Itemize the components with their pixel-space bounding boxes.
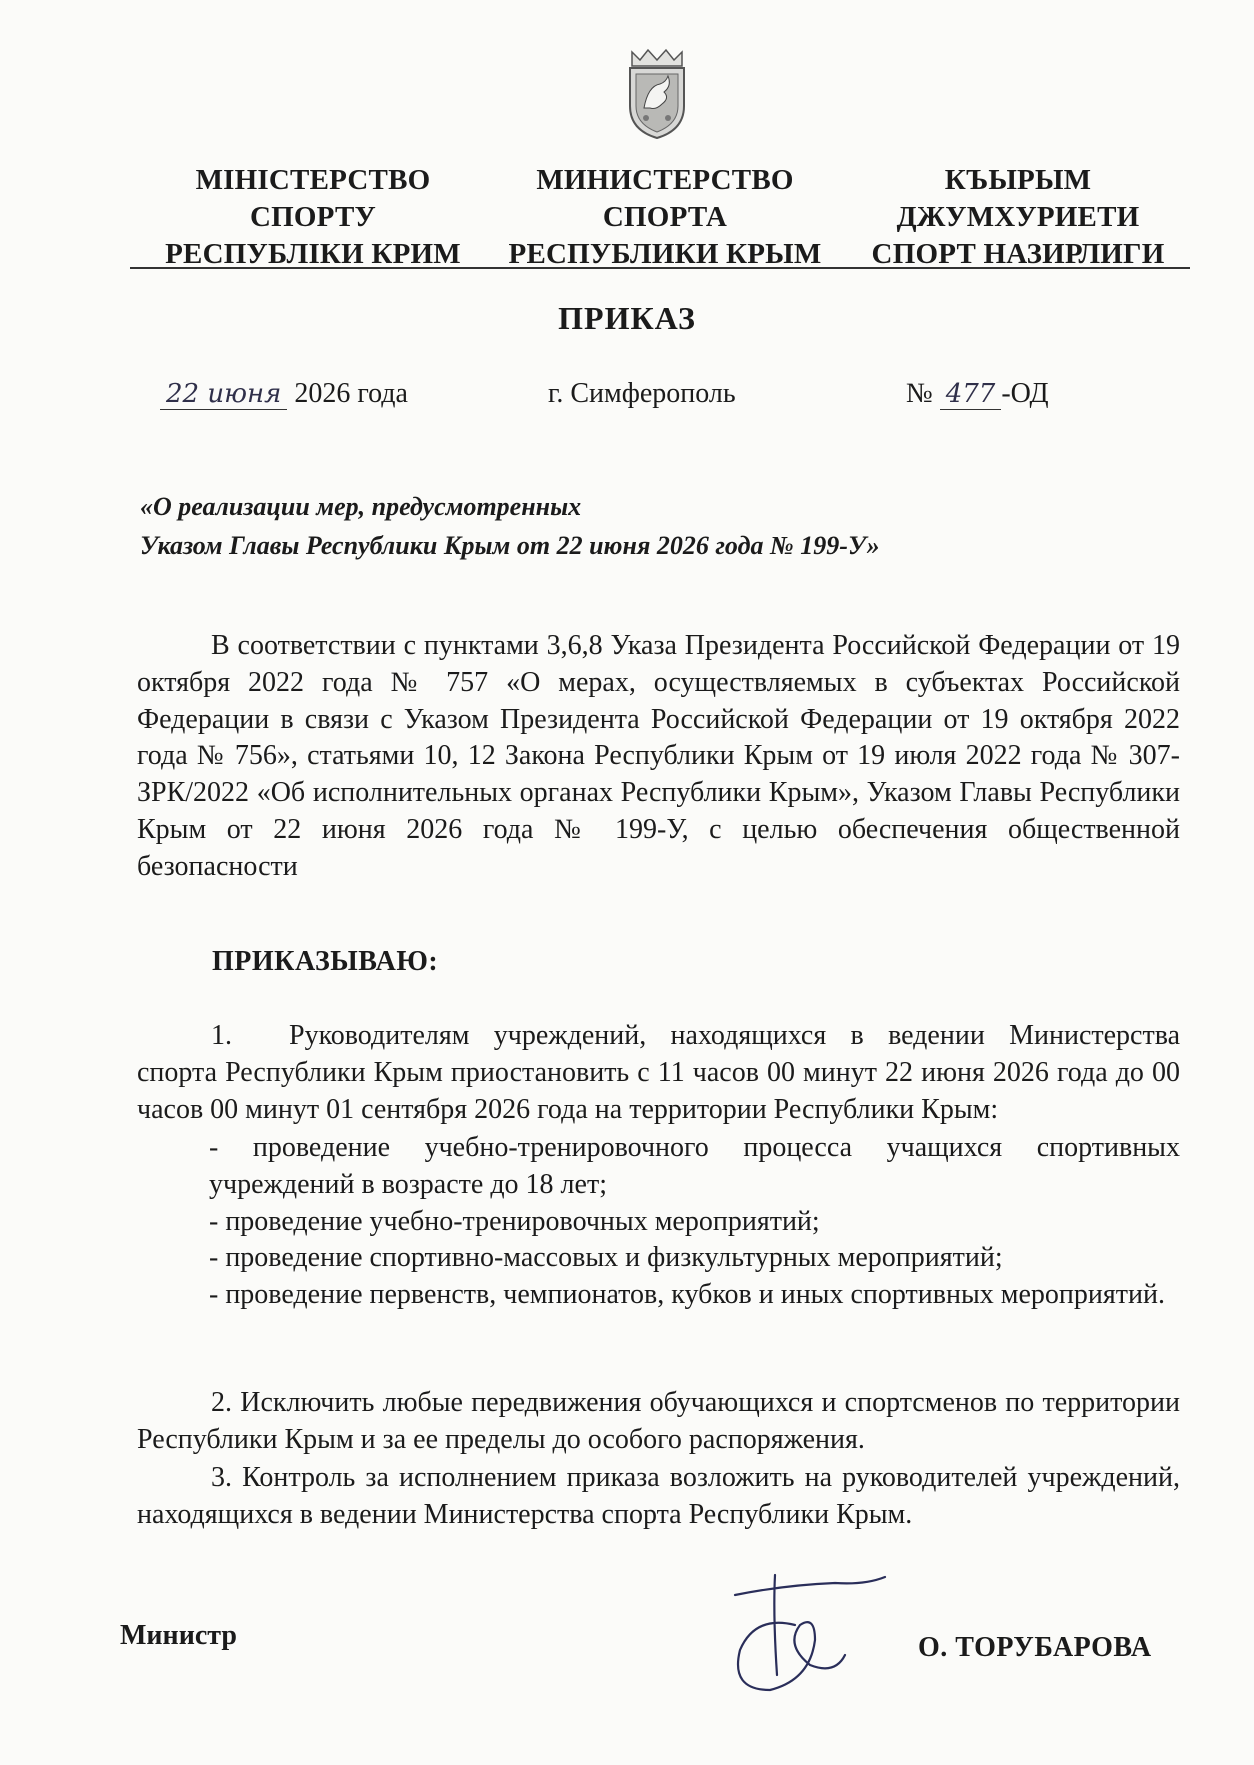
header-divider bbox=[130, 267, 1190, 269]
header-ru-line-3: РЕСПУБЛИКИ КРЫМ bbox=[508, 238, 822, 270]
document-title: ПРИКАЗ bbox=[558, 300, 696, 336]
list-item: - проведение первенств, чемпионатов, кубков и иных спортивных мероприятий. bbox=[209, 1279, 1165, 1311]
header-ua-line-3: РЕСПУБЛІКИ КРИМ bbox=[165, 238, 461, 270]
number-suffix: -ОД bbox=[1001, 378, 1049, 409]
list-item: - проведение спортивно-массовых и физкультурных мероприятий; bbox=[209, 1242, 1003, 1274]
order-year: 2026 года bbox=[294, 378, 408, 409]
handwritten-date: 22 июня bbox=[160, 379, 287, 410]
list-item: - проведение учебно-тренировочного процесса учащихся спортивных учреждений в возрасте до 18 лет; bbox=[209, 1132, 1180, 1200]
item-1-text: Руководителям учреждений, находящихся в ведении Министерства спорта Республики Крым приостановить с 11 часов 00 минут 22 июня 2026 года до 00 часов 00 минут 01 сентября 2026 года на территории Республики Крым: bbox=[137, 1020, 1180, 1125]
handwritten-number: 477 bbox=[940, 379, 1002, 410]
order-date bbox=[160, 378, 408, 410]
header-ua-line-1: МІНІСТЕРСТВО bbox=[195, 164, 431, 196]
list-item: - проведение учебно-тренировочных мероприятий; bbox=[209, 1205, 820, 1237]
preamble-paragraph bbox=[137, 628, 1180, 886]
order-directive-heading: ПРИКАЗЫВАЮ: bbox=[212, 946, 439, 977]
order-item-3 bbox=[137, 1460, 1180, 1534]
header-ru-line-2: СПОРТА bbox=[602, 201, 728, 233]
signatory-name: О. ТОРУБАРОВА bbox=[918, 1632, 1152, 1663]
subject-line-2: Указом Главы Республики Крым от 22 июня 2026 года № 199-У» bbox=[140, 531, 880, 560]
header-tt-line-2: ДЖУМХУРИЕТИ bbox=[896, 201, 1140, 233]
preamble-text: В соответствии с пунктами 3,6,8 Указа Президента Российской Федерации от 19 октября 2022 года № 757 «О мерах, осуществляемых в субъектах Российской Федерации в связи с Указом Президента Российской Федерации от 19 октября 2022 года № 756», статьями 10, 12 Закона Республики Крым от 19 июля 2022 года № 307-ЗРК/2022 «Об исполнительных органах Республики Крым», Указом Главы Республики Крым от 22 июня 2026 года № 199-У, с целью обеспечения общественной безопасности bbox=[137, 630, 1180, 882]
suspension-list bbox=[137, 1130, 1180, 1314]
item-3-text: 3. Контроль за исполнением приказа возложить на руководителей учреждений, находящихся в ведении Министерства спорта Республики Крым. bbox=[137, 1462, 1180, 1530]
header-ru-line-1: МИНИСТЕРСТВО bbox=[536, 164, 794, 196]
order-item-1 bbox=[137, 1018, 1180, 1128]
signatory-role: Министр bbox=[120, 1620, 237, 1651]
header-ministry-crimean-tatar bbox=[848, 162, 1188, 273]
header-ua-line-2: СПОРТУ bbox=[250, 201, 376, 233]
header-ministry-russian bbox=[490, 162, 840, 273]
item-1-number: 1. bbox=[211, 1020, 232, 1051]
order-item-2 bbox=[137, 1385, 1180, 1459]
item-2-text: 2. Исключить любые передвижения обучающихся и спортсменов по территории Республики Крым и за ее пределы до особого распоряжения. bbox=[137, 1387, 1180, 1455]
coat-of-arms-emblem bbox=[622, 46, 692, 142]
order-city: г. Симферополь bbox=[548, 378, 736, 409]
order-subject bbox=[140, 487, 1120, 565]
handwritten-signature bbox=[715, 1555, 895, 1705]
header-ministry-ukrainian bbox=[148, 162, 478, 273]
order-number bbox=[906, 378, 1049, 410]
header-tt-line-1: КЪЫРЫМ bbox=[944, 164, 1092, 196]
number-sign: № bbox=[906, 378, 933, 409]
header-tt-line-3: СПОРТ НАЗИРЛИГИ bbox=[871, 238, 1165, 270]
subject-line-1: «О реализации мер, предусмотренных bbox=[140, 492, 582, 521]
